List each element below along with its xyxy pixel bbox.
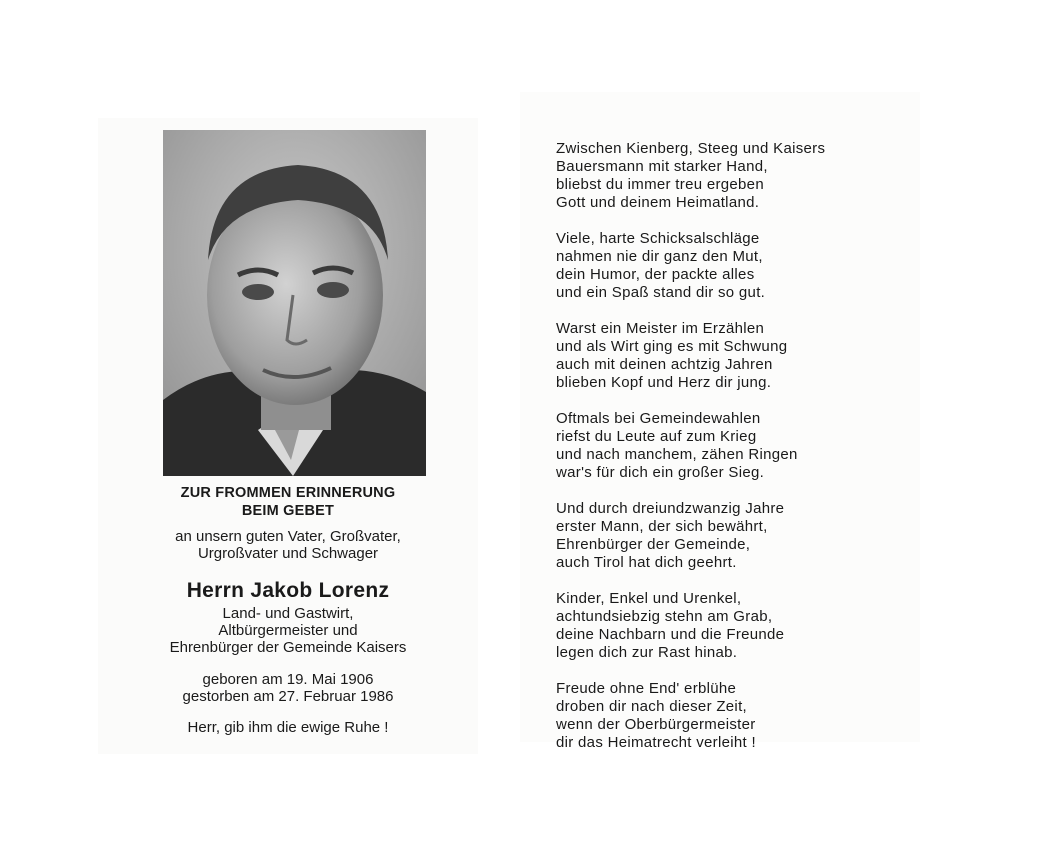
birth-date: geboren am 19. Mai 1906 (202, 671, 374, 688)
poem-line: wenn der Oberbürgermeister (556, 716, 756, 733)
poem-line: bliebst du immer treu ergeben (556, 176, 764, 193)
poem-line: erster Mann, der sich bewährt, (556, 518, 768, 535)
poem-line: dir das Heimatrecht verleiht ! (556, 734, 756, 751)
deceased-name: Herrn Jakob Lorenz (186, 579, 390, 602)
poem-stanza (556, 320, 916, 392)
remembrance-heading (98, 484, 478, 520)
poem-line: blieben Kopf und Herz dir jung. (556, 374, 772, 391)
memorial-poem (556, 140, 916, 770)
poem-line: achtundsiebzig stehn am Grab, (556, 608, 773, 625)
closing-prayer: Herr, gib ihm die ewige Ruhe ! (187, 719, 389, 736)
poem-line: Zwischen Kienberg, Steeg und Kaisers (556, 140, 826, 157)
death-date: gestorben am 27. Februar 1986 (182, 688, 394, 705)
poem-line: riefst du Leute auf zum Krieg (556, 428, 757, 445)
poem-line: legen dich zur Rast hinab. (556, 644, 738, 661)
heading-line: BEIM GEBET (241, 503, 335, 519)
poem-line: deine Nachbarn und die Freunde (556, 626, 785, 643)
poem-stanza (556, 680, 916, 752)
poem-stanza (556, 140, 916, 212)
poem-line: auch mit deinen achtzig Jahren (556, 356, 773, 373)
memorial-card-back (520, 92, 920, 751)
life-dates (98, 671, 478, 705)
title-line: Altbürgermeister und (218, 622, 358, 639)
title-line: Ehrenbürger der Gemeinde Kaisers (169, 639, 407, 656)
poem-stanza (556, 410, 916, 482)
poem-line: war's für dich ein großer Sieg. (556, 464, 765, 481)
poem-line: Ehrenbürger der Gemeinde, (556, 536, 751, 553)
memorial-card-front (98, 118, 478, 754)
poem-line: und als Wirt ging es mit Schwung (556, 338, 788, 355)
poem-line: Freude ohne End' erblühe (556, 680, 737, 697)
poem-line: Gott und deinem Heimatland. (556, 194, 760, 211)
dedication-line: Urgroßvater und Schwager (197, 545, 379, 562)
title-line: Land- und Gastwirt, (222, 605, 354, 622)
poem-stanza (556, 590, 916, 662)
dedication-text (98, 528, 478, 562)
poem-line: nahmen nie dir ganz den Mut, (556, 248, 763, 265)
poem-line: und ein Spaß stand dir so gut. (556, 284, 766, 301)
poem-line: Kinder, Enkel und Urenkel, (556, 590, 742, 607)
poem-line: Und durch dreiundzwanzig Jahre (556, 500, 785, 517)
poem-stanza (556, 500, 916, 572)
deceased-titles (98, 605, 478, 656)
poem-line: Warst ein Meister im Erzählen (556, 320, 765, 337)
poem-line: Viele, harte Schicksalschläge (556, 230, 760, 247)
heading-line: ZUR FROMMEN ERINNERUNG (180, 485, 396, 501)
poem-line: auch Tirol hat dich geehrt. (556, 554, 737, 571)
poem-line: dein Humor, der packte alles (556, 266, 755, 283)
portrait-photo (163, 130, 426, 476)
poem-line: droben dir nach dieser Zeit, (556, 698, 747, 715)
dedication-line: an unsern guten Vater, Großvater, (175, 528, 401, 545)
poem-stanza (556, 230, 916, 302)
poem-line: Bauersmann mit starker Hand, (556, 158, 768, 175)
poem-line: Oftmals bei Gemeindewahlen (556, 410, 761, 427)
poem-line: und nach manchem, zähen Ringen (556, 446, 798, 463)
